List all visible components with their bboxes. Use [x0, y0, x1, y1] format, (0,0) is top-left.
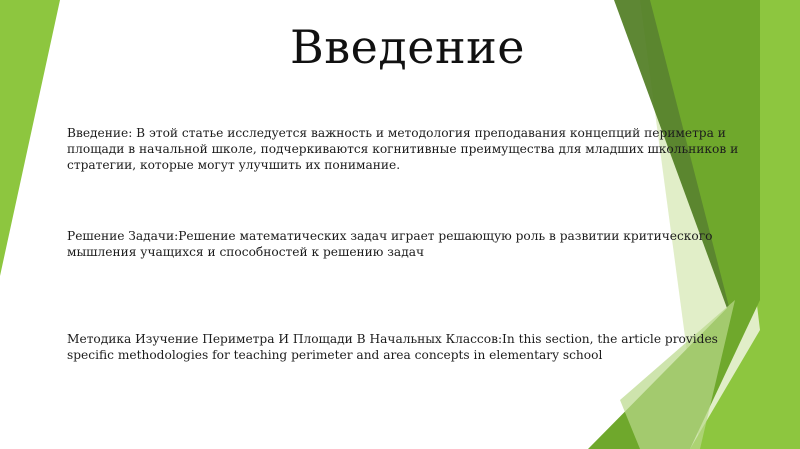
slide-title: Введение	[289, 20, 525, 74]
problem-solving-paragraph: Решение Задачи:Решение математических задач играет решающую роль в развитии критического мышления учащихся и способностей к решению задач	[67, 229, 713, 259]
methodology-paragraph: Методика Изучение Периметра И Площади В Начальных Классов:In this section, the article provides specific methodologies for teaching perimeter and area concepts in elementary school	[67, 332, 718, 362]
intro-paragraph: Введение: В этой статье исследуется важность и методология преподавания концепций периметра и площади в начальной школе, подчеркиваются когнитивные преимущества для младших школьников и стратегии, которые могут улучшить их понимание.	[67, 126, 739, 172]
